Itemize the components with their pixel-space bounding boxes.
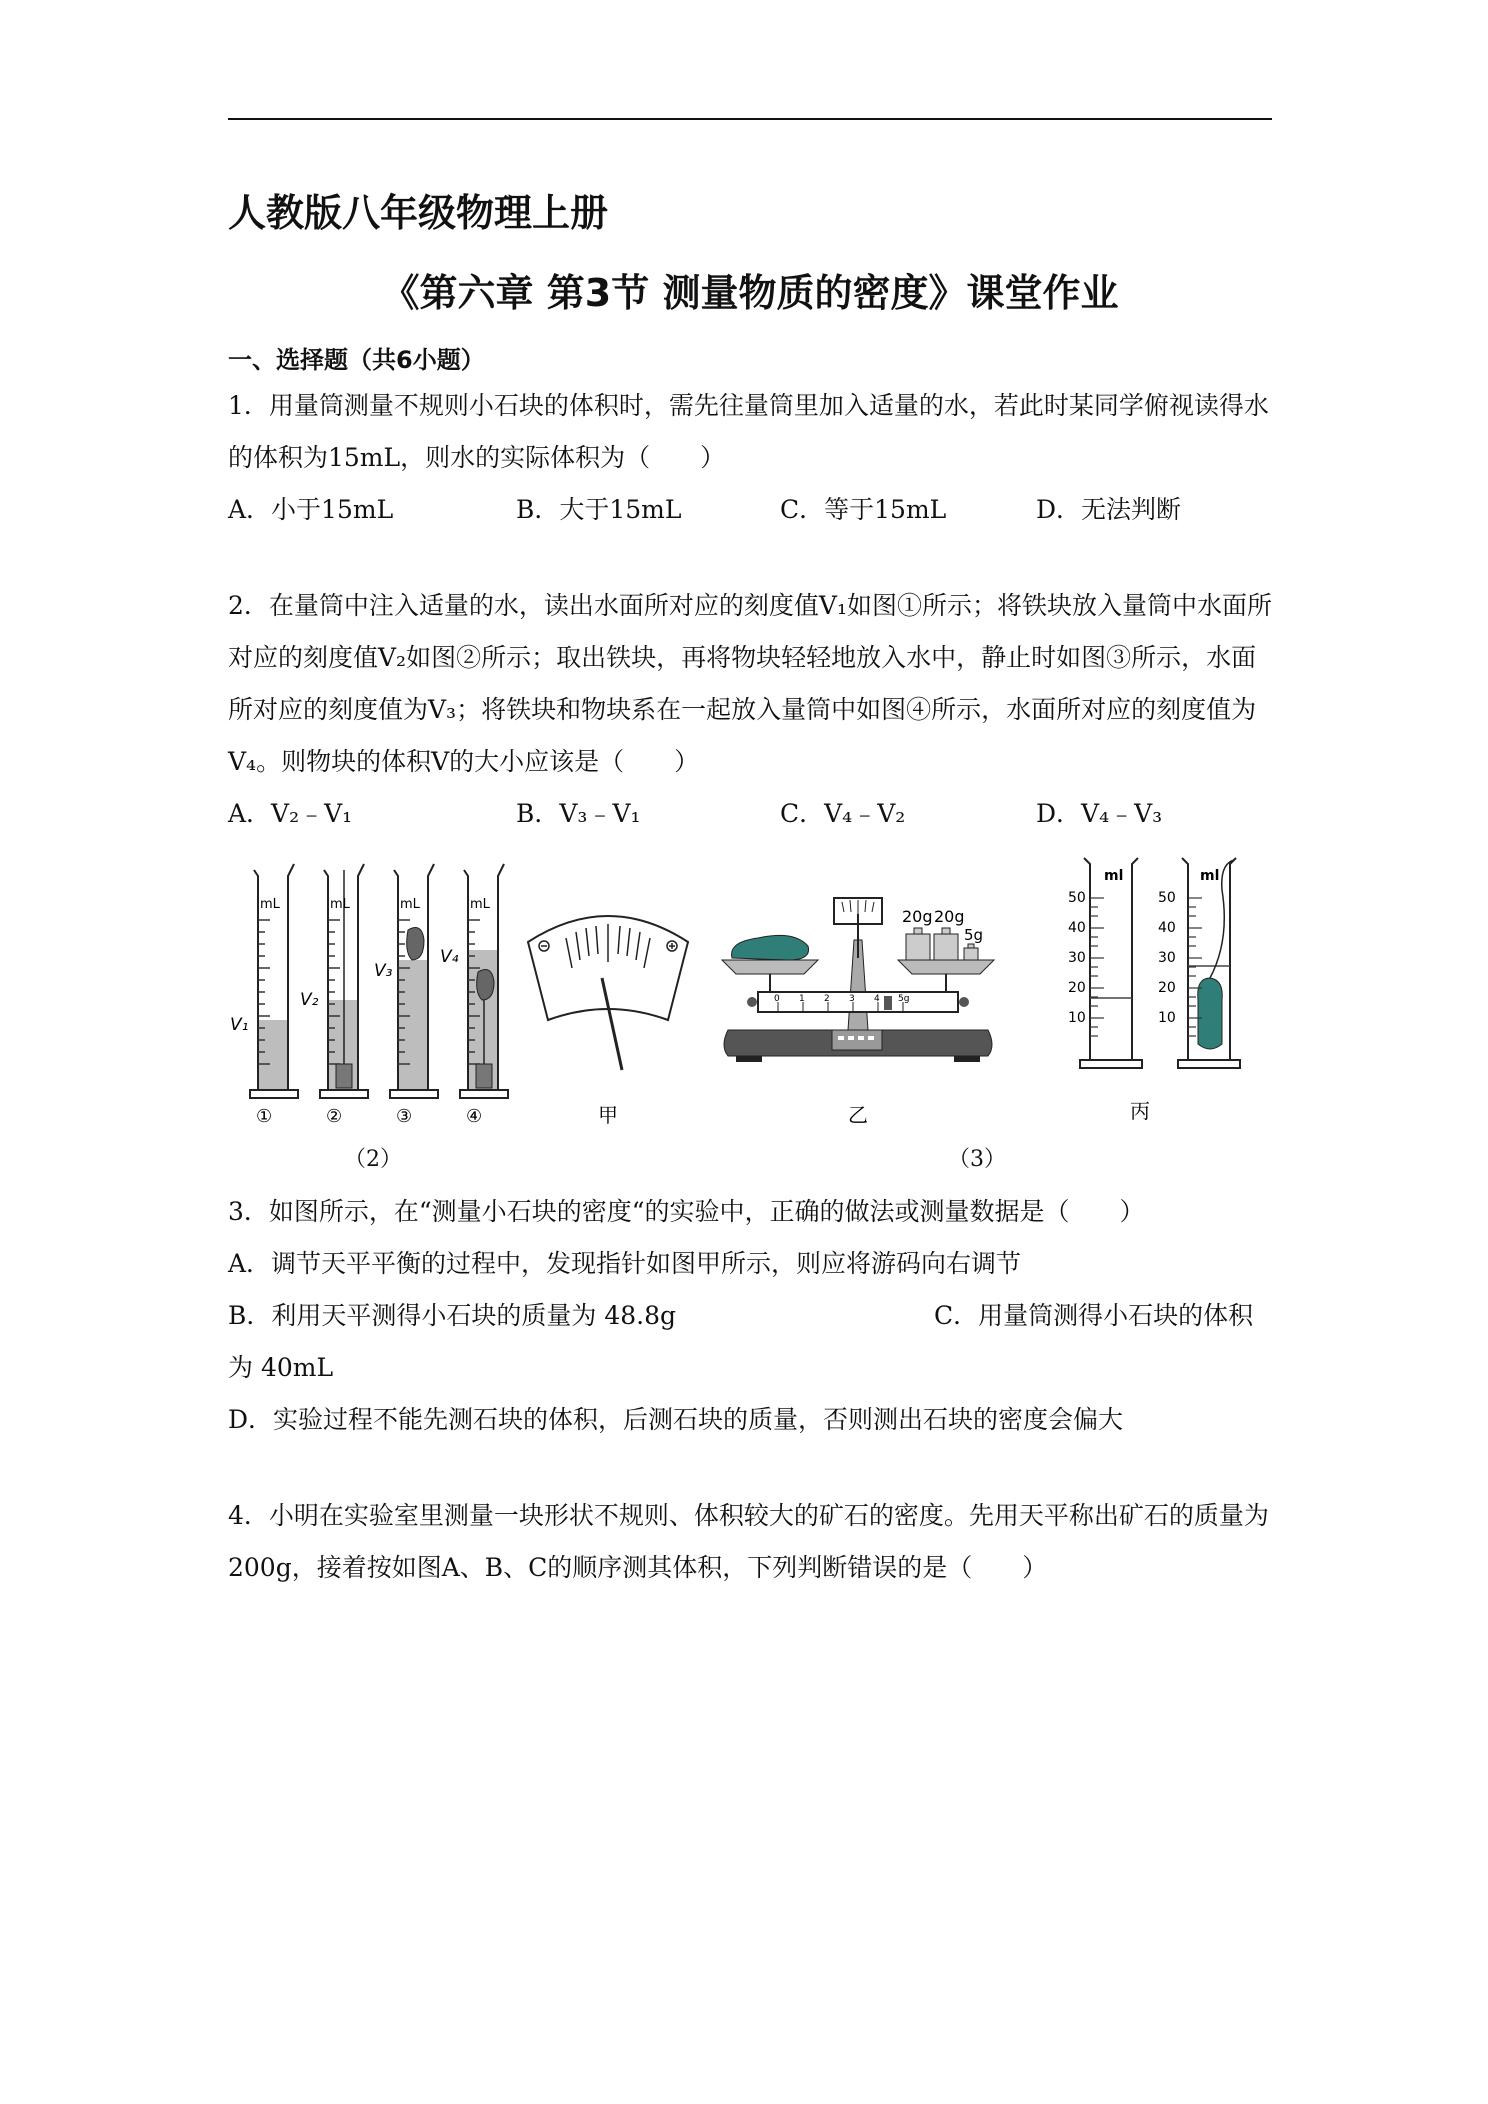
tick-20: 20 [1068, 980, 1086, 996]
label-v2: V₂ [300, 990, 319, 1010]
question-2-options [228, 788, 1272, 840]
cylinder-unit: mL [400, 897, 420, 912]
scale-4: 4 [874, 994, 880, 1004]
cylinder-unit: mL [470, 897, 490, 912]
figure-caption-3: （3） [948, 1147, 1006, 1172]
section-heading: 一、选择题（共6小题） [228, 346, 485, 374]
option-c: C．V₄﹣V₂ [780, 799, 906, 828]
scale-2: 2 [824, 994, 830, 1004]
question-1-options [228, 484, 1272, 536]
weight-20g-b: 20g [934, 907, 965, 926]
question-3-option-c-cont: 为 40mL [228, 1353, 334, 1382]
question-3-text: 3．如图所示，在“测量小石块的密度“的实验中，正确的做法或测量数据是（ ） [228, 1197, 1145, 1226]
scale-3: 3 [849, 994, 855, 1004]
question-3-option-d: D．实验过程不能先测石块的体积，后测石块的质量，否则测出石块的密度会偏大 [228, 1405, 1124, 1434]
tick-10: 10 [1068, 1010, 1086, 1026]
figure-cylinders [228, 850, 518, 1130]
scale-5: 5g [898, 994, 910, 1004]
cylinder-unit: mL [260, 897, 280, 912]
tick-50: 50 [1158, 890, 1176, 906]
tick-40: 40 [1068, 920, 1086, 936]
option-c: C．等于15mL [780, 495, 947, 524]
label-n1: ① [256, 1106, 273, 1127]
question-3-option-a: A．调节天平平衡的过程中，发现指针如图甲所示，则应将游码向右调节 [228, 1249, 1022, 1278]
weight-5g: 5g [964, 926, 984, 944]
document-title: 人教版八年级物理上册 [228, 191, 609, 235]
question-3-option-c: C．用量筒测得小石块的体积 [934, 1301, 1254, 1330]
tick-30: 30 [1158, 950, 1176, 966]
figure-caption-2: （2） [344, 1147, 402, 1172]
cylinder-unit: mL [330, 897, 350, 912]
document-page [228, 0, 1272, 2104]
option-d: D．无法判断 [1036, 495, 1182, 524]
label-jia: 甲 [598, 1103, 618, 1127]
tick-20: 20 [1158, 980, 1176, 996]
tick-10: 10 [1158, 1010, 1176, 1026]
option-a: A．V₂﹣V₁ [228, 799, 353, 828]
option-a: A．小于15mL [228, 495, 394, 524]
document-subtitle: 《第六章 第3节 测量物质的密度》课堂作业 [381, 271, 1119, 315]
figure-ml-cylinders [1068, 850, 1258, 1130]
label-bing: 丙 [1130, 1099, 1150, 1123]
question-3-option-b: B．利用天平测得小石块的质量为 48.8g [228, 1301, 676, 1330]
figure-balance [708, 850, 1008, 1130]
scale-0: 0 [774, 994, 780, 1004]
figure-dial [518, 850, 698, 1130]
option-b: B．大于15mL [516, 495, 682, 524]
label-n4: ④ [466, 1106, 483, 1127]
label-v4: V₄ [440, 947, 459, 967]
tick-30: 30 [1068, 950, 1086, 966]
question-1-text: 1．用量筒测量不规则小石块的体积时，需先往量筒里加入适量的水，若此时某同学俯视读得水的体积为15mL，则水的实际体积为（ ） [228, 391, 1269, 472]
tick-40: 40 [1158, 920, 1176, 936]
label-yi: 乙 [848, 1103, 868, 1127]
weight-20g-a: 20g [902, 907, 933, 926]
option-b: B．V₃﹣V₁ [516, 799, 641, 828]
tick-50: 50 [1068, 890, 1086, 906]
header-rule [228, 118, 1272, 120]
option-d: D．V₄﹣V₃ [1036, 799, 1163, 828]
label-n3: ③ [396, 1106, 413, 1127]
label-v1: V₁ [230, 1015, 249, 1035]
label-v3: V₃ [374, 961, 393, 981]
question-4-text: 4．小明在实验室里测量一块形状不规则、体积较大的矿石的密度。先用天平称出矿石的质量为200g，接着按如图A、B、C的顺序测其体积，下列判断错误的是（ ） [228, 1501, 1269, 1582]
scale-1: 1 [799, 994, 805, 1004]
question-2-text: 2．在量筒中注入适量的水，读出水面所对应的刻度值V₁如图①所示；将铁块放入量筒中水面所对应的刻度值V₂如图②所示；取出铁块，再将物块轻轻地放入水中，静止时如图③所示，水面所对应的刻度值为V₃；将铁块和物块系在一起放入量筒中如图④所示，水面所对应的刻度值为V₄。则物块的体积V的大小应该是（ ） [228, 591, 1272, 776]
ml-unit: ml [1104, 868, 1124, 884]
label-n2: ② [326, 1106, 343, 1127]
ml-unit: ml [1200, 868, 1220, 884]
